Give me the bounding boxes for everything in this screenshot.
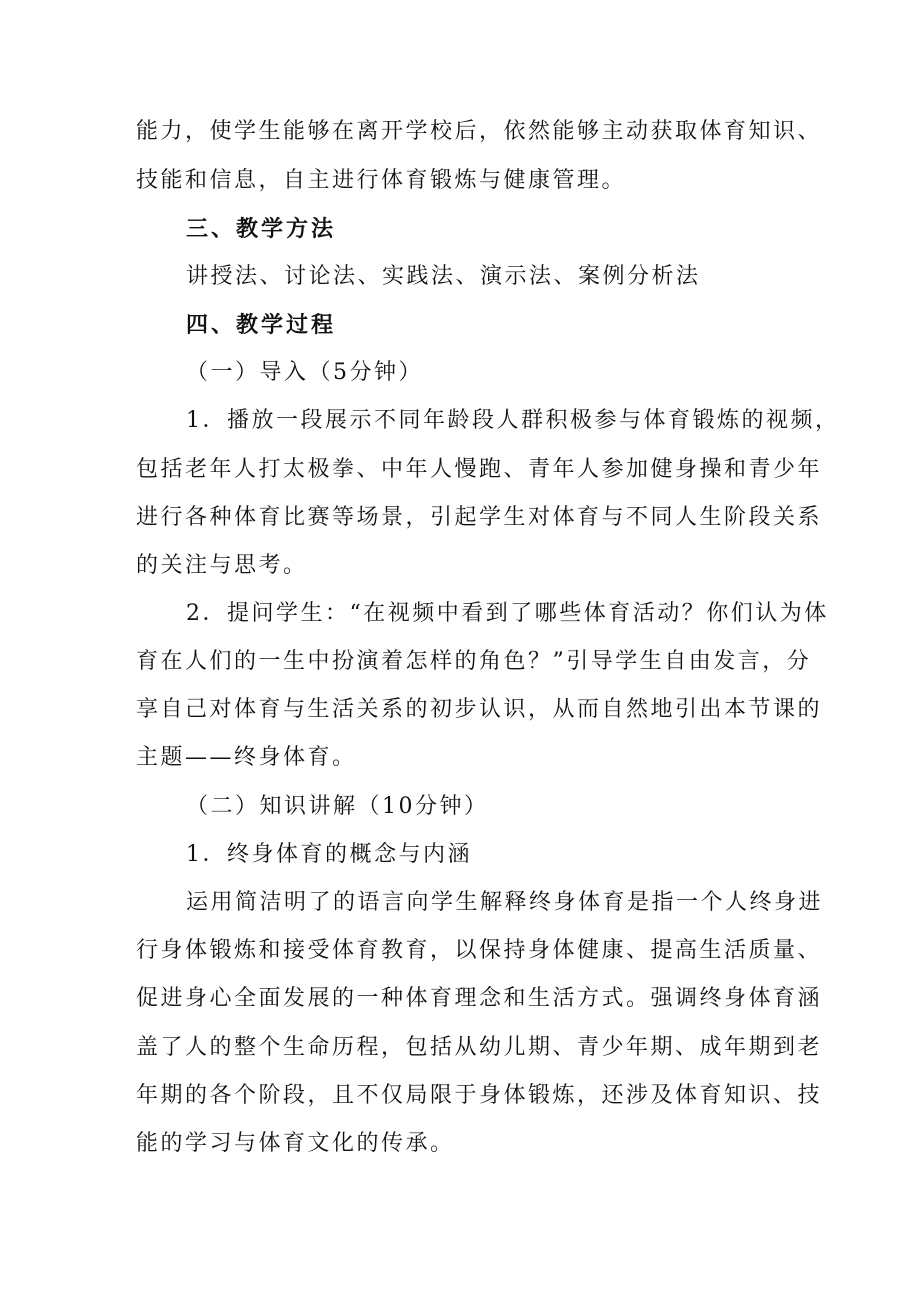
paragraph-line: 包括老年人打太极拳、中年人慢跑、青年人参加健身操和青少年 (136, 457, 823, 482)
paragraph-line: 讲授法、讨论法、实践法、演示法、案例分析法 (186, 264, 701, 289)
paragraph-line: 促进身心全面发展的一种体育理念和生活方式。强调终身体育涵 (136, 986, 823, 1011)
paragraph-line: 进行各种体育比赛等场景，引起学生对体育与不同人生阶段关系 (136, 505, 823, 530)
paragraph-line: 育在人们的一生中扮演着怎样的角色？”引导学生自由发言，分 (136, 649, 812, 674)
paragraph-line: 享自己对体育与生活关系的初步认识，从而自然地引出本节课的 (136, 697, 823, 722)
paragraph-line: 1．终身体育的概念与内涵 (186, 842, 472, 867)
paragraph-line: 主题——终身体育。 (136, 745, 357, 770)
paragraph-line: 1．播放一段展示不同年龄段人群积极参与体育锻炼的视频， (186, 408, 840, 433)
paragraph-line: 能力，使学生能够在离开学校后，依然能够主动获取体育知识、 (136, 119, 823, 144)
paragraph-line: 能的学习与体育文化的传承。 (136, 1131, 455, 1156)
paragraph-line: 盖了人的整个生命历程，包括从幼儿期、青少年期、成年期到老 (136, 1035, 823, 1060)
paragraph-line: 技能和信息，自主进行体育锻炼与健康管理。 (136, 168, 627, 193)
paragraph-line: 行身体锻炼和接受体育教育，以保持身体健康、提高生活质量、 (136, 938, 823, 963)
paragraph-line: 2．提问学生：“在视频中看到了哪些体育活动？你们认为体 (186, 601, 829, 626)
section-heading-process: 四、教学过程 (186, 312, 337, 338)
subsection-heading-intro: （一）导入（5分钟） (186, 360, 423, 385)
paragraph-line: 年期的各个阶段，且不仅局限于身体锻炼，还涉及体育知识、技 (136, 1083, 823, 1108)
subsection-heading-knowledge: （二）知识讲解（10分钟） (186, 794, 489, 819)
section-heading-methods: 三、教学方法 (186, 216, 337, 242)
paragraph-line: 运用简洁明了的语言向学生解释终身体育是指一个人终身进 (186, 890, 824, 915)
paragraph-line: 的关注与思考。 (136, 553, 308, 578)
